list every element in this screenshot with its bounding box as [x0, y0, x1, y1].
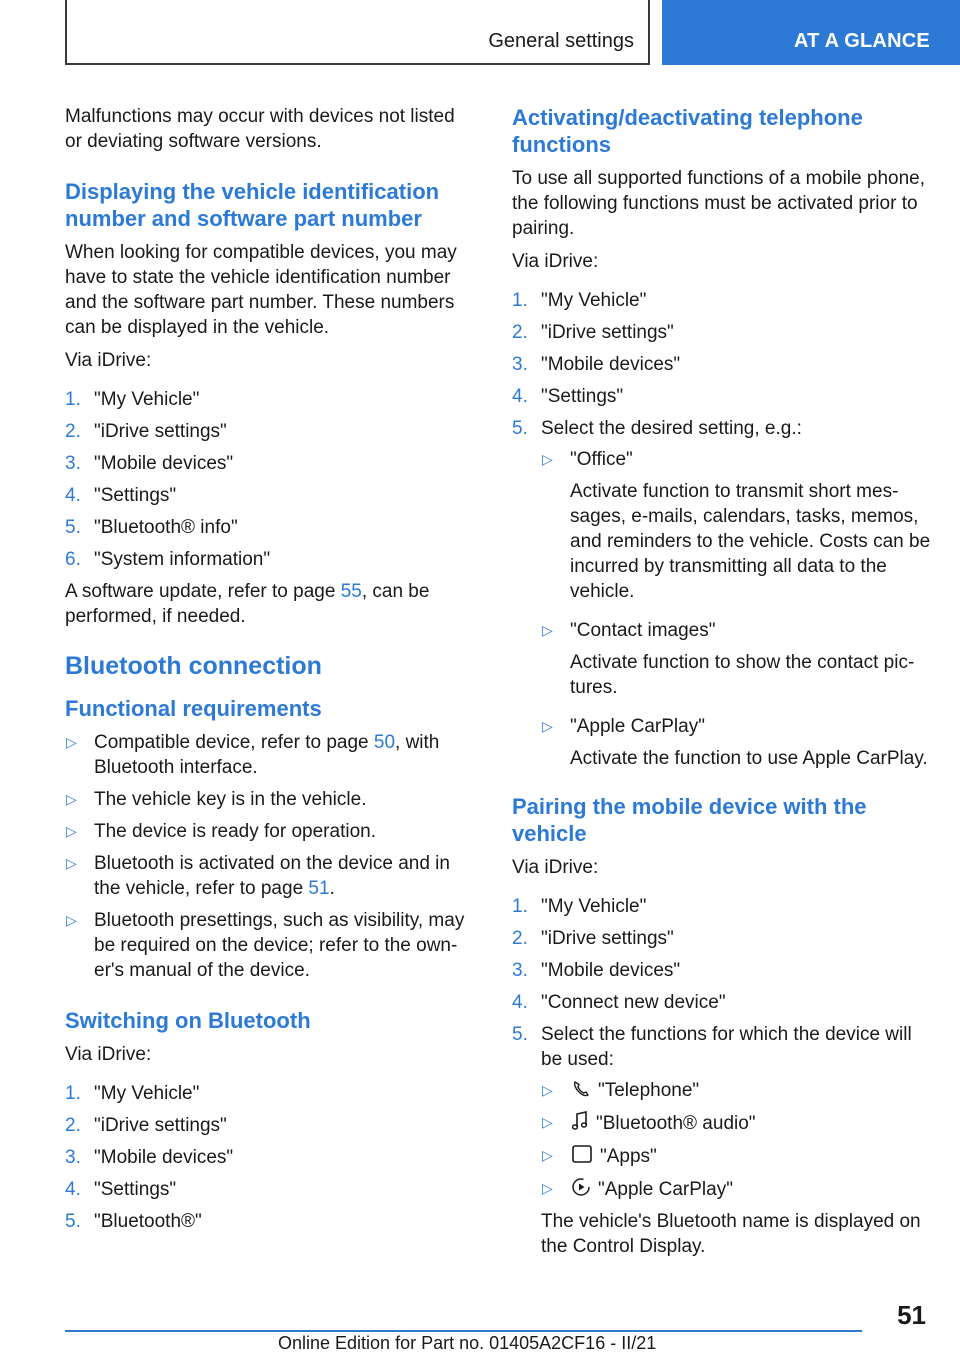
heading-switching-on-bluetooth: Switching on Bluetooth: [65, 1008, 311, 1033]
triangle-bullet-icon: ▷: [542, 622, 553, 638]
telephone-icon: [570, 1079, 592, 1099]
closing-paragraph: The vehicle's Bluetooth name is displayed on the Control Display.: [541, 1211, 921, 1257]
list-item: 3. "Mobile devices": [512, 960, 681, 981]
triangle-bullet-icon: ▷: [66, 823, 77, 839]
list-item: 1. "My Vehicle": [512, 290, 647, 311]
pairing-steps-list: [512, 894, 932, 1259]
list-item: 4. "Settings": [512, 386, 624, 407]
page-link-51[interactable]: 51: [308, 878, 330, 899]
list-item: 4. "Settings": [65, 1179, 177, 1200]
triangle-bullet-icon: ▷: [66, 791, 77, 807]
list-item: 5. "Bluetooth® info": [65, 517, 238, 538]
header-section-box: [65, 0, 650, 65]
triangle-bullet-icon: ▷: [542, 451, 553, 467]
header-section-title: General settings: [488, 30, 634, 52]
list-item: ▷ Compatible device, refer to page 50, with Bluetooth interface.: [66, 732, 440, 778]
heading-bluetooth-connection: Bluetooth connection: [65, 652, 322, 680]
chapter-tab[interactable]: [662, 0, 960, 65]
telephone-functions-paragraph: To use all supported functions of a mobile phone, the following functions must be activated prior to pairing.: [512, 168, 925, 239]
music-note-icon: [570, 1110, 590, 1132]
list-item: 3. "Mobile devices": [65, 453, 234, 474]
telephone-steps-list: [512, 288, 932, 771]
list-item: ▷ "Telephone": [542, 1080, 700, 1101]
footer-edition: Online Edition for Part no. 01405A2CF16 - II/21: [278, 1333, 657, 1353]
triangle-bullet-icon: ▷: [542, 1147, 553, 1163]
via-idrive-label: Via iDrive:: [512, 857, 599, 878]
footer-divider: [65, 1330, 862, 1332]
heading-pairing: Pairing the mobile device with the vehicle: [512, 794, 867, 846]
list-item: 1. "My Vehicle": [512, 896, 647, 917]
page-link-55[interactable]: 55: [340, 581, 362, 602]
via-idrive-label: Via iDrive:: [65, 1044, 152, 1065]
list-item: 3. "Mobile devices": [512, 354, 681, 375]
list-item: 4. "Connect new device": [512, 992, 726, 1013]
apps-square-icon: [570, 1143, 594, 1165]
via-idrive-label: Via iDrive:: [512, 251, 599, 272]
switch-steps-list: [65, 1081, 475, 1234]
carplay-icon: [570, 1176, 592, 1198]
device-functions-list: [541, 1078, 932, 1202]
intro-paragraph: Malfunctions may occur with devices not listed or deviating software versions.: [65, 106, 455, 152]
list-item: ▷ "Office" Activate function to transmit short messages, e-mails, calendars, tasks, memos, and reminders to the vehicle. Costs can be incurred by transmitting all data to the vehicle.: [542, 449, 931, 602]
heading-vin: Displaying the vehicle identification number and software part number: [65, 179, 440, 231]
right-column: [512, 104, 932, 1266]
list-item: 1. "My Vehicle": [65, 1083, 200, 1104]
page-link-50[interactable]: 50: [373, 732, 396, 753]
triangle-bullet-icon: ▷: [542, 1180, 553, 1196]
list-item: 5. Select the functions for which the device will be used: ▷ "Telephone" ▷ "Bluetooth® audio" ▷ "Apps" ▷ "Apple CarPlay" The vehicle's Bluetooth name is displayed on the Control Display.: [512, 1022, 932, 1259]
list-item: 3. "Mobile devices": [65, 1147, 234, 1168]
list-item: 4. "Settings": [65, 485, 177, 506]
list-item: ▷ "Bluetooth® audio": [541, 1110, 932, 1136]
left-column: [65, 104, 475, 1241]
list-item: 2. "iDrive settings": [65, 421, 227, 442]
list-item: ▷ "Contact images" Activate function to show the contact pictures.: [541, 618, 932, 700]
list-item: ▷ Bluetooth presettings, such as visibility, may be required on the device; refer to the owner's manual of the device.: [66, 910, 465, 981]
list-item: 5. Select the desired setting, e.g.: ▷ "Office" Activate function to transmit short messages, e-mails, calendars, tasks, memos, and reminders to the vehicle. Costs can be incurred by transmitting all data to the vehicle. ▷ "Contact images" Activate function to show the contact pictures. ▷ "Apple CarPlay" Activate the function to use Apple CarPlay.: [512, 418, 931, 769]
page-number: 51: [897, 1300, 926, 1330]
triangle-bullet-icon: ▷: [542, 718, 553, 734]
option-description: Activate function to transmit short messages, e-mails, calendars, tasks, memos, and reminders to the vehicle. Costs can be incurred by transmitting all data to the vehicle.: [570, 481, 931, 602]
update-paragraph: A software update, refer to page 55, can be performed, if needed.: [65, 581, 430, 627]
list-item: 5. "Bluetooth®": [65, 1211, 202, 1232]
list-item: ▷ "Apps": [541, 1143, 932, 1169]
triangle-bullet-icon: ▷: [542, 1114, 553, 1130]
vin-steps-list: [65, 387, 475, 572]
settings-options-list: [541, 447, 932, 771]
triangle-bullet-icon: ▷: [542, 1082, 553, 1098]
chapter-tab-label: AT A GLANCE: [794, 30, 930, 52]
list-item: 2. "iDrive settings": [65, 1115, 227, 1136]
triangle-bullet-icon: ▷: [66, 912, 77, 928]
via-idrive-label: Via iDrive:: [65, 350, 152, 371]
option-description: Activate the function to use Apple CarPlay.: [570, 748, 928, 769]
list-item: 2. "iDrive settings": [512, 928, 674, 949]
vin-paragraph: When looking for compatible devices, you may have to state the vehicle identification number and the software part number. These numbers can be displayed in the vehicle.: [65, 242, 457, 338]
heading-telephone-functions: Activating/deactivating telephone functions: [512, 105, 863, 157]
requirements-list: [65, 730, 475, 983]
list-item: 2. "iDrive settings": [512, 322, 674, 343]
list-item: ▷ Bluetooth is activated on the device and in the vehicle, refer to page 51.: [66, 853, 450, 899]
triangle-bullet-icon: ▷: [66, 734, 77, 750]
list-item: ▷ "Apple CarPlay": [541, 1176, 932, 1202]
list-item: ▷ The device is ready for operation.: [66, 821, 376, 842]
list-item: 6. "System information": [65, 549, 271, 570]
heading-functional-requirements: Functional requirements: [65, 696, 322, 721]
triangle-bullet-icon: ▷: [66, 855, 77, 871]
list-item: ▷ "Apple CarPlay" Activate the function to use Apple CarPlay.: [541, 714, 932, 771]
list-item: ▷ The vehicle key is in the vehicle.: [66, 789, 367, 810]
option-description: Activate function to show the contact pictures.: [570, 652, 915, 698]
list-item: 1. "My Vehicle": [65, 389, 200, 410]
